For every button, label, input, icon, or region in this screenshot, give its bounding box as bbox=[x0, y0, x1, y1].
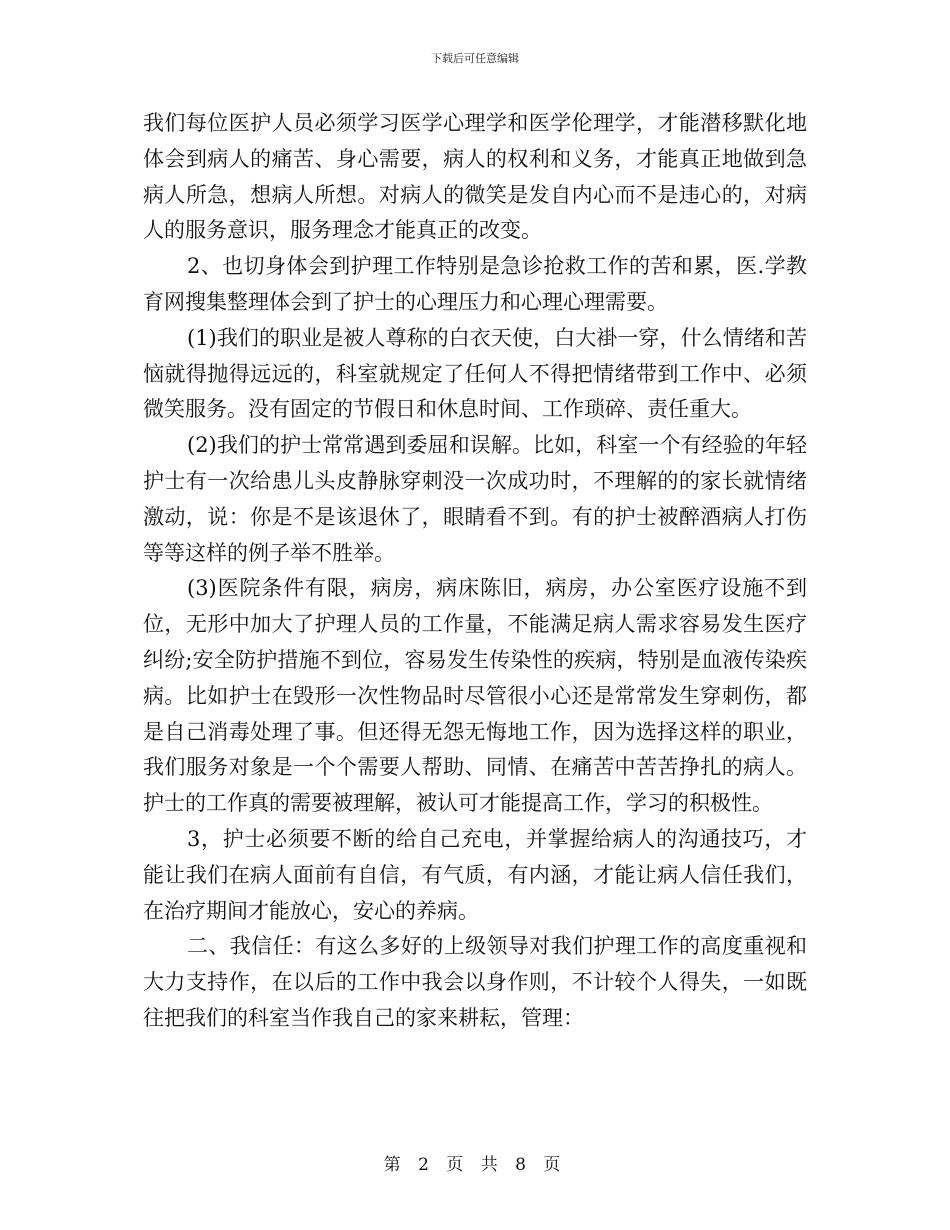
paragraph-7: 二、我信任：有这么多好的上级领导对我们护理工作的高度重视和大力支持作，在以后的工作中我会以身作则，不计较个人得失，一如既往把我们的科室当作我自己的家来耕耘，管理： bbox=[143, 934, 807, 1030]
page-header-note: 下载后可任意编辑 bbox=[431, 52, 519, 65]
document-body bbox=[143, 106, 807, 1037]
paragraph-2: 2、也切身体会到护理工作特别是急诊抢救工作的苦和累，医.学教育网搜集整理体会到了护士的心理压力和心理心理需要。 bbox=[143, 254, 807, 314]
paragraph-3: (1)我们的职业是被人尊称的白衣天使，白大褂一穿，什么情绪和苦恼就得抛得远远的，科室就规定了任何人不得把情绪带到工作中、必须微笑服务。没有固定的节假日和休息时间、工作琐碎、责任重大。 bbox=[143, 325, 807, 422]
paragraph-1: 我们每位医护人员必须学习医学心理学和医学伦理学，才能潜移默化地体会到病人的痛苦、身心需要，病人的权利和义务，才能真正地做到急病人所急，想病人所想。对病人的微笑是发自内心而不是违心的，对病人的服务意识，服务理念才能真正的改变。 bbox=[143, 111, 807, 243]
page-number: 第 2 页 共 8 页 bbox=[383, 1155, 567, 1175]
paragraph-5: (3)医院条件有限，病房，病床陈旧，病房，办公室医疗设施不到位，无形中加大了护理人员的工作量，不能满足病人需求容易发生医疗纠纷;安全防护措施不到位，容易发生传染性的疾病，特别是血液传染疾病。比如护士在毁形一次性物品时尽管很小心还是常常发生穿刺伤，都是自己消毒处理了事。但还得无怨无悔地工作，因为选择这样的职业，我们服务对象是一个个需要人帮助、同情、在痛苦中苦苦挣扎的病人。护士的工作真的需要被理解，被认可才能提高工作，学习的积极性。 bbox=[143, 576, 807, 816]
paragraph-6: 3，护士必须要不断的给自己充电，并掌握给病人的沟通技巧，才能让我们在病人面前有自信，有气质，有内涵，才能让病人信任我们，在治疗期间才能放心，安心的养病。 bbox=[143, 826, 807, 923]
paragraph-4: (2)我们的护士常常遇到委屈和误解。比如，科室一个有经验的年轻护士有一次给患儿头皮静脉穿刺没一次成功时，不理解的的家长就情绪激动，说：你是不是该退休了，眼睛看不到。有的护士被醉酒病人打伤等等这样的例子举不胜举。 bbox=[143, 433, 807, 565]
